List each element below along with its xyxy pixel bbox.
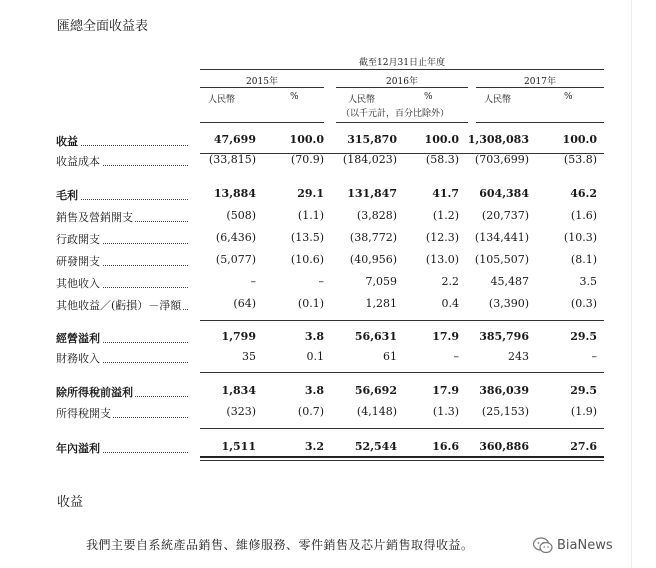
row-label	[56, 187, 80, 203]
cell-pct-2017: (1.9)	[570, 405, 597, 418]
year-2017: 2017年	[524, 77, 556, 87]
cell-rmb-2016: 1,281	[365, 297, 397, 310]
header-unit-note: （以千元計，百分比除外）	[341, 109, 450, 119]
rule-after-finance-income	[200, 372, 604, 373]
header-rmb-2017: 人民幣	[484, 95, 512, 105]
cell-rmb-2017: (105,507)	[474, 253, 529, 266]
header-pct-2017: %	[564, 92, 573, 102]
header-rmb-2016: 人民幣	[348, 95, 376, 105]
cell-rmb-2015: (64)	[233, 297, 256, 310]
cell-rmb-2017: (20,737)	[481, 209, 529, 222]
cell-pct-2016: (58.3)	[425, 153, 459, 166]
cell-rmb-2015: 35	[242, 350, 256, 363]
year-2015-underline	[200, 87, 324, 88]
cell-rmb-2017: 385,796	[479, 330, 529, 343]
cell-rmb-2015: (33,815)	[208, 153, 256, 166]
cell-pct-2015: 3.8	[304, 330, 324, 343]
cell-rmb-2017: (703,699)	[474, 153, 529, 166]
subheader-underline-2015	[200, 122, 324, 123]
row-label	[56, 209, 135, 225]
cell-pct-2016: 2.2	[441, 275, 459, 288]
cell-rmb-2016: (184,023)	[342, 153, 397, 166]
table-row	[0, 330, 656, 350]
cell-pct-2017: 3.5	[579, 275, 597, 288]
cell-rmb-2015: 13,884	[213, 187, 256, 200]
watermark-name: BiaNews	[557, 538, 613, 553]
row-label	[56, 384, 135, 400]
cell-rmb-2016: 56,692	[354, 384, 397, 397]
cell-rmb-2017: 386,039	[479, 384, 529, 397]
rule-after-cost	[200, 153, 604, 154]
cell-pct-2015: 0.1	[306, 350, 324, 363]
cell-rmb-2016: 52,544	[354, 440, 397, 453]
cell-pct-2016: 17.9	[432, 330, 459, 343]
year-2017-underline	[476, 87, 604, 88]
cell-rmb-2017: 243	[508, 350, 529, 363]
cell-pct-2015: 3.2	[304, 440, 324, 453]
row-label	[56, 133, 80, 149]
cell-rmb-2015: 47,699	[213, 133, 256, 146]
row-label-text: 收益	[56, 135, 78, 148]
cell-rmb-2016: 131,847	[347, 187, 397, 200]
cell-rmb-2015: –	[250, 275, 256, 288]
cell-pct-2015: (0.7)	[297, 405, 324, 418]
cell-rmb-2016: 315,870	[347, 133, 397, 146]
cell-rmb-2016: 61	[383, 350, 397, 363]
header-rmb-2015: 人民幣	[208, 95, 236, 105]
cell-pct-2016: 41.7	[432, 187, 459, 200]
rule-after-tax	[200, 428, 604, 429]
cell-rmb-2015: (508)	[226, 209, 256, 222]
row-label	[56, 330, 102, 346]
cell-pct-2017: (10.3)	[563, 231, 597, 244]
row-label-text: 其他收入	[56, 277, 100, 290]
row-label-text: 研發開支	[56, 255, 100, 268]
row-label	[56, 153, 102, 169]
subheader-underline-2017	[476, 122, 604, 123]
table-row	[0, 253, 656, 273]
cell-pct-2017: 29.5	[570, 330, 597, 343]
year-2016-underline	[336, 87, 468, 88]
table-row	[0, 187, 656, 207]
cell-rmb-2016: 7,059	[365, 275, 397, 288]
cell-pct-2016: (12.3)	[425, 231, 459, 244]
statement-title: 匯總全面收益表	[57, 19, 149, 34]
cell-pct-2017: 100.0	[562, 133, 597, 146]
cell-pct-2017: (0.3)	[570, 297, 597, 310]
cell-pct-2015: (1.1)	[297, 209, 324, 222]
rule-final-double	[200, 456, 604, 458]
body-text: 我們主要自系統產品銷售、維修服務、零件銷售及芯片銷售取得收益。	[86, 538, 474, 552]
cell-pct-2016: (13.0)	[425, 253, 459, 266]
cell-rmb-2017: (134,441)	[474, 231, 529, 244]
row-label	[56, 405, 113, 421]
cell-rmb-2017: 1,308,083	[467, 133, 529, 146]
row-label-text: 行政開支	[56, 233, 100, 246]
cell-rmb-2017: (3,390)	[488, 297, 529, 310]
cell-rmb-2015: 1,834	[221, 384, 256, 397]
year-2015: 2015年	[246, 77, 278, 87]
cell-pct-2015: (0.1)	[297, 297, 324, 310]
row-label	[56, 253, 102, 269]
cell-rmb-2017: (25,153)	[481, 405, 529, 418]
row-label-text: 所得稅開支	[56, 407, 111, 420]
row-label-text: 除所得稅前溢利	[56, 386, 133, 399]
year-2016: 2016年	[386, 77, 418, 87]
table-row	[0, 405, 656, 425]
row-label-text: 年內溢利	[56, 442, 100, 455]
row-label-text: 毛利	[56, 189, 78, 202]
cell-pct-2017: (1.6)	[570, 209, 597, 222]
cell-pct-2016: 16.6	[432, 440, 459, 453]
cell-rmb-2016: (40,956)	[349, 253, 397, 266]
cell-pct-2017: (53.8)	[563, 153, 597, 166]
cell-pct-2017: 46.2	[570, 187, 597, 200]
period-header: 截至12月31日止年度	[359, 58, 445, 68]
cell-rmb-2015: (5,077)	[215, 253, 256, 266]
cell-pct-2015: (70.9)	[290, 153, 324, 166]
cell-pct-2016: (1.3)	[432, 405, 459, 418]
cell-rmb-2015: (323)	[226, 405, 256, 418]
cell-rmb-2017: 45,487	[490, 275, 529, 288]
row-label-text: 收益成本	[56, 155, 100, 168]
table-row	[0, 350, 656, 370]
row-label-text: 其他收益／(虧損）－淨額	[56, 299, 182, 312]
cell-rmb-2017: 360,886	[479, 440, 529, 453]
cell-pct-2015: 100.0	[289, 133, 324, 146]
row-label-text: 財務收入	[56, 352, 100, 365]
cell-pct-2016: (1.2)	[432, 209, 459, 222]
cell-pct-2016: 100.0	[424, 133, 459, 146]
subheader-underline-2016	[336, 122, 468, 123]
cell-pct-2015: –	[318, 275, 324, 288]
cell-pct-2016: –	[453, 350, 459, 363]
cell-rmb-2017: 604,384	[479, 187, 529, 200]
header-pct-2016: %	[424, 92, 433, 102]
row-label	[56, 350, 102, 366]
cell-pct-2017: –	[591, 350, 597, 363]
cell-pct-2017: 29.5	[570, 384, 597, 397]
rule-after-other-gains	[200, 320, 604, 321]
table-row	[0, 153, 656, 173]
row-label	[56, 275, 102, 291]
row-label	[56, 231, 102, 247]
cell-rmb-2015: (6,436)	[215, 231, 256, 244]
rule-final-double-bottom	[200, 460, 604, 461]
cell-rmb-2016: (38,772)	[349, 231, 397, 244]
period-underline	[200, 69, 604, 70]
cell-pct-2015: 29.1	[297, 187, 324, 200]
table-row	[0, 384, 656, 404]
table-row	[0, 231, 656, 251]
header-pct-2015: %	[290, 92, 299, 102]
table-row	[0, 133, 656, 153]
row-label-text: 銷售及營銷開支	[56, 211, 133, 224]
table-row	[0, 297, 656, 317]
cell-rmb-2015: 1,799	[221, 330, 256, 343]
wechat-icon	[533, 537, 553, 554]
watermark	[533, 537, 613, 554]
cell-pct-2015: 3.8	[304, 384, 324, 397]
row-label	[56, 440, 102, 456]
cell-rmb-2016: (4,148)	[356, 405, 397, 418]
cell-rmb-2016: (3,828)	[356, 209, 397, 222]
table-row	[0, 209, 656, 229]
cell-pct-2015: (10.6)	[290, 253, 324, 266]
cell-pct-2017: 27.6	[570, 440, 597, 453]
cell-rmb-2016: 56,631	[354, 330, 397, 343]
cell-rmb-2015: 1,511	[221, 440, 256, 453]
row-label-text: 經營溢利	[56, 332, 100, 345]
section-heading: 收益	[57, 495, 84, 510]
cell-pct-2017: (8.1)	[570, 253, 597, 266]
cell-pct-2016: 0.4	[441, 297, 459, 310]
row-label	[56, 297, 183, 313]
cell-pct-2015: (13.5)	[290, 231, 324, 244]
cell-pct-2016: 17.9	[432, 384, 459, 397]
table-row	[0, 275, 656, 295]
